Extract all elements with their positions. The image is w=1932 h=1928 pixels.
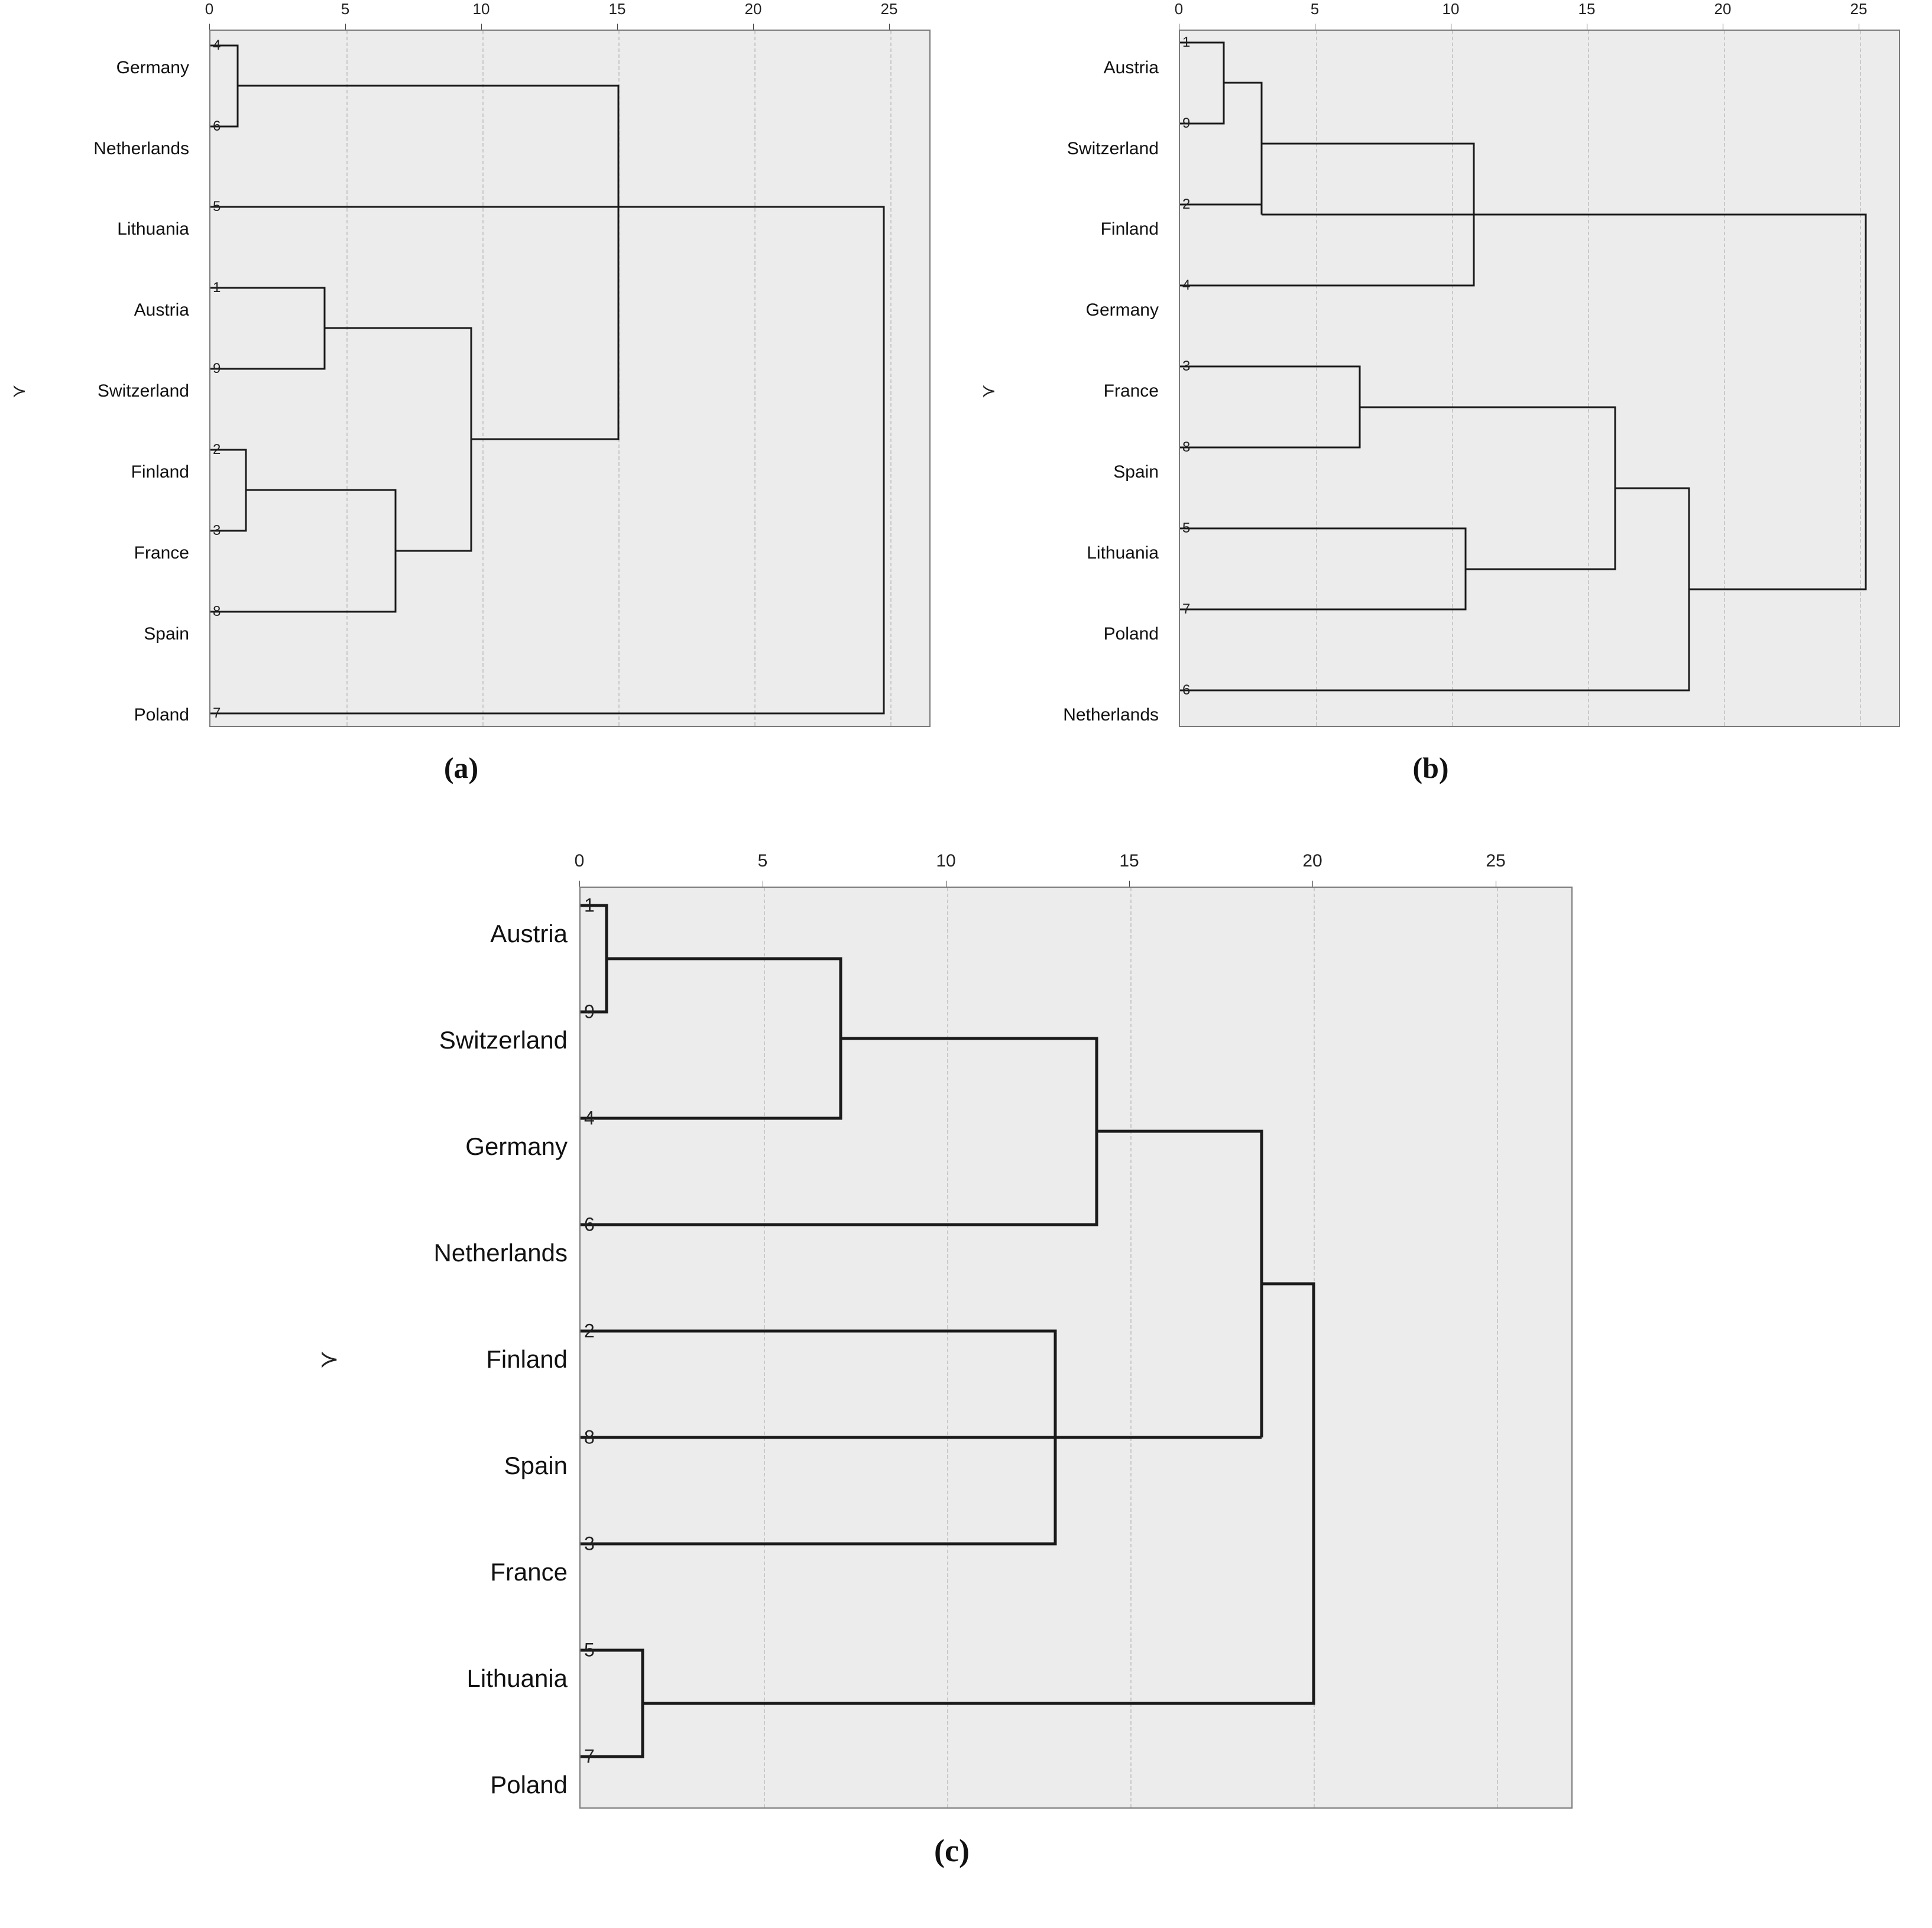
leaf-case-number: 9 [213,361,221,376]
x-tickmark [209,24,210,30]
x-tick: 20 [1714,0,1732,18]
leaf-case-number: 8 [213,603,221,619]
x-tick: 10 [472,0,490,18]
x-tick: 10 [936,851,956,871]
x-tickmark [579,881,580,887]
panel-b-x-axis [1171,0,1892,30]
leaf-case-number: 9 [1182,115,1191,131]
x-tick: 25 [1850,0,1868,18]
leaf-label: Austria [134,300,189,320]
leaf-case-number: 3 [213,522,221,538]
panel-caption: (a) [443,751,479,784]
leaf-label: France [1103,381,1159,401]
leaf-label: Netherlands [433,1239,568,1267]
panel-a-x-axis [201,0,922,30]
leaf-case-number: 5 [213,199,221,215]
leaf-label: Lithuania [1087,543,1159,563]
x-tick: 25 [880,0,898,18]
panel-c-dendrogram-links [581,888,1574,1810]
leaf-label: Poland [134,705,189,725]
leaf-label: Finland [131,462,189,482]
leaf-label: Finland [1100,219,1159,239]
leaf-case-number: 7 [1182,601,1191,617]
x-tick: 0 [574,851,585,871]
leaf-label: Spain [144,624,189,644]
x-tickmark [753,24,754,30]
panel-a-dendrogram-links [210,31,932,728]
panel-c [307,839,1626,1903]
leaf-case-number: 6 [213,118,221,134]
leaf-case-number: 4 [584,1107,595,1129]
x-tick: 15 [608,0,626,18]
panel-c-leaf-labels [331,887,568,1809]
leaf-label: Netherlands [1063,705,1159,725]
x-tick: 0 [205,0,214,18]
x-tick: 5 [757,851,768,871]
x-tickmark [481,24,482,30]
panel-a [0,0,958,822]
leaf-label: Germany [1085,300,1159,320]
y-axis-marker: ≻ [981,381,997,401]
leaf-case-number: 8 [1182,439,1191,455]
leaf-case-number: 1 [584,894,595,916]
x-tick: 15 [1119,851,1139,871]
leaf-label: Austria [490,920,568,947]
x-tick: 5 [341,0,350,18]
leaf-case-number: 5 [1182,520,1191,536]
y-axis-marker: ≻ [319,1346,339,1372]
leaf-label: Poland [1103,624,1159,644]
panel-c-x-axis [568,851,1561,887]
leaf-label: Spain [1113,462,1159,482]
y-axis-marker: ≻ [12,381,27,401]
leaf-label: Germany [465,1132,568,1160]
x-tick: 5 [1310,0,1320,18]
x-tick: 0 [1174,0,1184,18]
leaf-label: Lithuania [466,1664,568,1692]
leaf-case-number: 8 [584,1426,595,1448]
panel-b-plot [1179,30,1900,727]
leaf-label: Austria [1103,58,1159,77]
panel-a-plot [209,30,931,727]
leaf-label: Lithuania [117,219,189,239]
leaf-label: Switzerland [1067,139,1159,158]
x-tickmark [889,24,890,30]
leaf-case-number: 4 [213,37,221,53]
leaf-label: Netherlands [93,139,189,158]
panel-b [970,0,1927,822]
x-tick: 25 [1486,851,1506,871]
leaf-case-number: 4 [1182,277,1191,293]
leaf-label: Poland [490,1771,568,1799]
leaf-case-number: 7 [584,1745,595,1767]
x-tick: 10 [1442,0,1460,18]
leaf-case-number: 7 [213,705,221,721]
leaf-label: Germany [116,58,189,77]
leaf-case-number: 6 [1182,682,1191,698]
leaf-case-number: 6 [584,1213,595,1235]
x-tick: 20 [744,0,762,18]
x-tick: 20 [1302,851,1322,871]
leaf-case-number: 3 [1182,358,1191,374]
leaf-label: Finland [486,1345,568,1373]
leaf-label: Switzerland [97,381,189,401]
x-tickmark [1129,881,1130,887]
panel-caption: (b) [1412,751,1449,784]
leaf-case-number: 5 [584,1639,595,1661]
leaf-label: France [134,543,189,563]
panel-b-dendrogram-links [1180,31,1901,728]
leaf-case-number: 1 [1182,34,1191,50]
panel-b-leaf-labels [981,24,1159,725]
leaf-case-number: 3 [584,1533,595,1554]
x-tick: 15 [1578,0,1596,18]
leaf-case-number: 1 [213,280,221,296]
leaf-case-number: 2 [584,1320,595,1342]
leaf-label: France [490,1558,568,1586]
leaf-label: Switzerland [439,1026,568,1054]
x-tickmark [345,24,346,30]
x-tickmark [617,24,618,30]
x-tickmark [1312,881,1313,887]
leaf-case-number: 2 [213,442,221,457]
panel-c-plot [579,887,1573,1809]
leaf-case-number: 2 [1182,196,1191,212]
leaf-case-number: 9 [584,1001,595,1023]
panel-caption: (c) [934,1833,970,1868]
leaf-label: Spain [504,1452,568,1479]
panel-a-leaf-labels [12,24,189,725]
